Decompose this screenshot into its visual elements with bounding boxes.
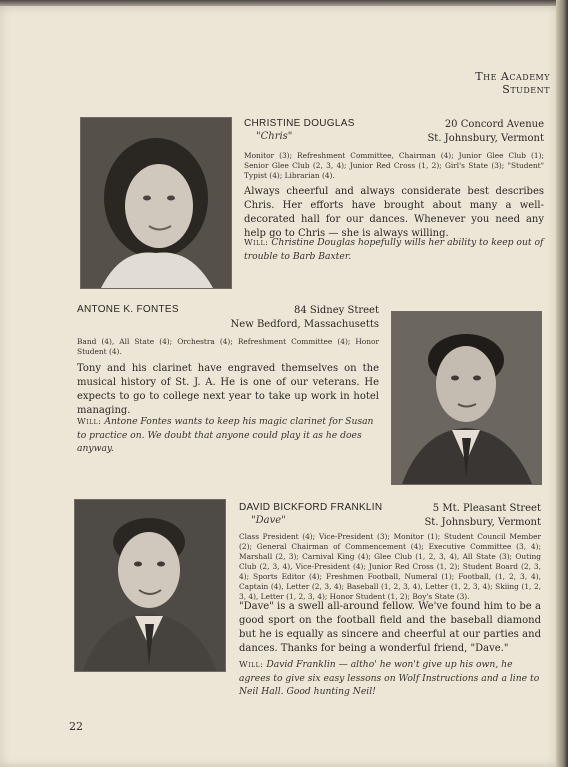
student-name: ANTONE K. FONTES	[77, 304, 179, 315]
student-activities: Band (4), All State (4); Orchestra (4); Refreshment Committee (4); Honor Student (4).	[77, 337, 379, 356]
student-will	[244, 236, 544, 263]
will-label: Will:	[244, 238, 269, 248]
address-street: 20 Concord Avenue	[444, 119, 544, 130]
address-city: New Bedford, Massachusetts	[230, 319, 379, 330]
student-description: Always cheerful and always considerate best describes Chris. Her efforts have brought about many a well-decorated hall for our dances. Whenever you need any help go to Chris — she is always willing.	[244, 186, 544, 239]
page-number: 22	[69, 720, 83, 733]
portrait-girl-image	[81, 118, 231, 288]
will-label: Will:	[239, 660, 264, 670]
student-activities: Monitor (3); Refreshment Committee, Chairman (4); Junior Glee Club (1); Senior Glee Club (2, 3, 4); Junior Red Cross (1, 2); Girl's State (3); "Student" Typist (4); Librarian (4).	[244, 151, 544, 180]
student-name: CHRISTINE DOUGLAS	[244, 118, 355, 129]
student-will	[239, 658, 541, 698]
address-city: St. Johnsbury, Vermont	[424, 517, 541, 528]
portrait-man-image	[392, 312, 541, 484]
student-activities: Class President (4); Vice-President (3); Monitor (1); Student Council Member (2); General Chairman of Commencement (4); Executive Committee (3, 4); Marshall (2, 3); Carnival King (4); Glee Club (1, 2, 3, 4), All State (3); Outing Club (2, 3, 4), Vice-President (4); Junior Red Cross (1, 2); Student Board (2, 3, 4); Sports Editor (4); Freshmen Football, Numeral (1); Football, (1, 2, 3, 4), Captain (4), Letter (2, 3, 4); Baseball (1, 2, 3, 4), Letter (1, 2, 3, 4); Skiing (1, 2, 3, 4), Letter (1, 2, 3, 4); Honor Student (1, 2); Boy's State (3).	[239, 532, 541, 601]
student-address	[374, 118, 544, 146]
student-name: DAVID BICKFORD FRANKLIN	[239, 502, 383, 513]
student-nickname: "Dave"	[251, 515, 286, 526]
student-nickname: "Chris"	[256, 131, 293, 142]
will-text: David Franklin — altho' he won't give up his own, he agrees to give six easy lessons on Wolf Instructions and a line to Neil Hall. Good hunting Neil!	[239, 659, 540, 697]
student-address	[371, 502, 541, 530]
will-text: Christine Douglas hopefully wills her ability to keep out of trouble to Barb Baxter.	[244, 237, 544, 262]
address-street: 84 Sidney Street	[293, 305, 379, 316]
address-street: 5 Mt. Pleasant Street	[432, 503, 541, 514]
student-description: Tony and his clarinet have engraved themselves on the musical history of St. J. A. He is one of our veterans. He expects to go to college next year to take up work in hotel managing.	[77, 363, 379, 416]
portrait-photo-douglas	[80, 117, 232, 289]
portrait-photo-fontes	[391, 311, 542, 485]
will-text: Antone Fontes wants to keep his magic clarinet for Susan to practice on. We doubt that anyone could play it as he does anyway.	[77, 416, 374, 454]
running-head: The Academy Student	[475, 70, 550, 96]
student-address	[209, 304, 379, 332]
student-will	[77, 415, 379, 455]
will-label: Will:	[77, 417, 102, 427]
student-description: "Dave" is a swell all-around fellow. We've found him to be a good sport on the football field and the baseball diamond but he is equally as sincere and cheerful at our parties and dances. Thanks for being a wonderful friend, "Dave."	[239, 601, 541, 654]
portrait-man-image	[75, 500, 225, 671]
portrait-photo-franklin	[74, 499, 226, 672]
address-city: St. Johnsbury, Vermont	[427, 133, 544, 144]
page-edge-shadow	[556, 0, 568, 767]
